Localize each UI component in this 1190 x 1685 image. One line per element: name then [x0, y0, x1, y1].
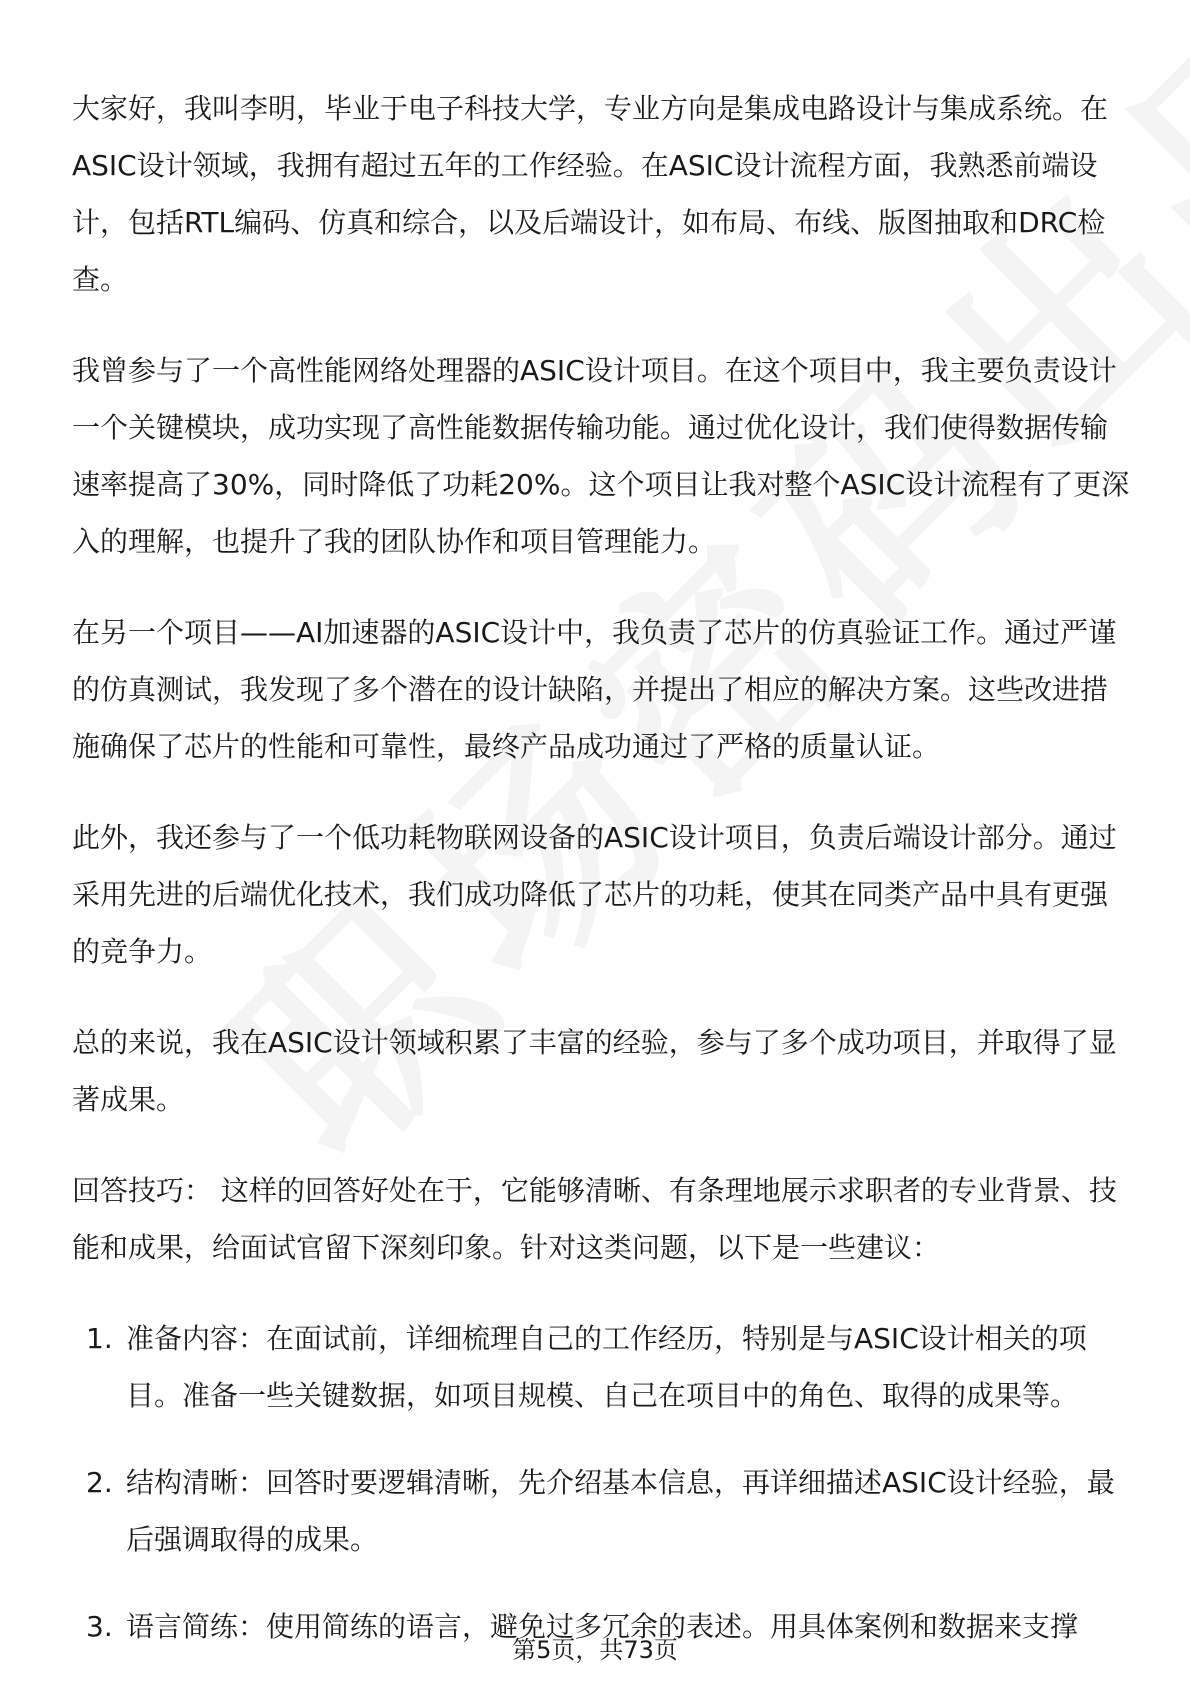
list-item [72, 1454, 1132, 1568]
list-item-number: 1. [86, 1322, 113, 1355]
list-item [72, 1310, 1132, 1424]
page-number: 第5页，共73页 [512, 1636, 678, 1664]
paragraph-project-ai-accelerator: 在另一个项目——AI加速器的ASIC设计中，我负责了芯片的仿真验证工作。通过严谨的仿真测试，我发现了多个潜在的设计缺陷，并提出了相应的解决方案。这些改进措施确保了芯片的性能和可靠性，最终产品成功通过了严格的质量认证。 [72, 616, 1117, 763]
list-item-text: 准备内容：在面试前，详细梳理自己的工作经历，特别是与ASIC设计相关的项目。准备一些关键数据，如项目规模、自己在项目中的角色、取得的成果等。 [126, 1322, 1087, 1412]
list-item-text: 结构清晰：回答时要逻辑清晰，先介绍基本信息，再详细描述ASIC设计经验，最后强调取得的成果。 [126, 1466, 1115, 1556]
list-item-number: 3. [86, 1610, 113, 1643]
paragraph-answer-tips: 回答技巧： 这样的回答好处在于，它能够清晰、有条理地展示求职者的专业背景、技能和成果，给面试官留下深刻印象。针对这类问题，以下是一些建议： [72, 1174, 1117, 1264]
paragraph-intro: 大家好，我叫李明，毕业于电子科技大学，专业方向是集成电路设计与集成系统。在ASIC设计领域，我拥有超过五年的工作经验。在ASIC设计流程方面，我熟悉前端设计，包括RTL编码、仿真和综合，以及后端设计，如布局、布线、版图抽取和DRC检查。 [72, 92, 1109, 296]
list-item-number: 2. [86, 1466, 113, 1499]
tips-list [72, 1310, 1132, 1655]
document-body [72, 80, 1132, 1685]
paragraph-project-network-processor: 我曾参与了一个高性能网络处理器的ASIC设计项目。在这个项目中，我主要负责设计一个关键模块，成功实现了高性能数据传输功能。通过优化设计，我们使得数据传输速率提高了30%，同时降低了功耗20%。这个项目让我对整个ASIC设计流程有了更深入的理解，也提升了我的团队协作和项目管理能力。 [72, 354, 1130, 558]
list-item-text: 语言简练：使用简练的语言，避免过多冗余的表述。用具体案例和数据来支撑 [126, 1610, 1079, 1643]
paragraph-project-iot: 此外，我还参与了一个低功耗物联网设备的ASIC设计项目，负责后端设计部分。通过采用先进的后端优化技术，我们成功降低了芯片的功耗，使其在同类产品中具有更强的竞争力。 [72, 821, 1117, 968]
paragraph-summary: 总的来说，我在ASIC设计领域积累了丰富的经验，参与了多个成功项目，并取得了显著成果。 [72, 1026, 1117, 1116]
